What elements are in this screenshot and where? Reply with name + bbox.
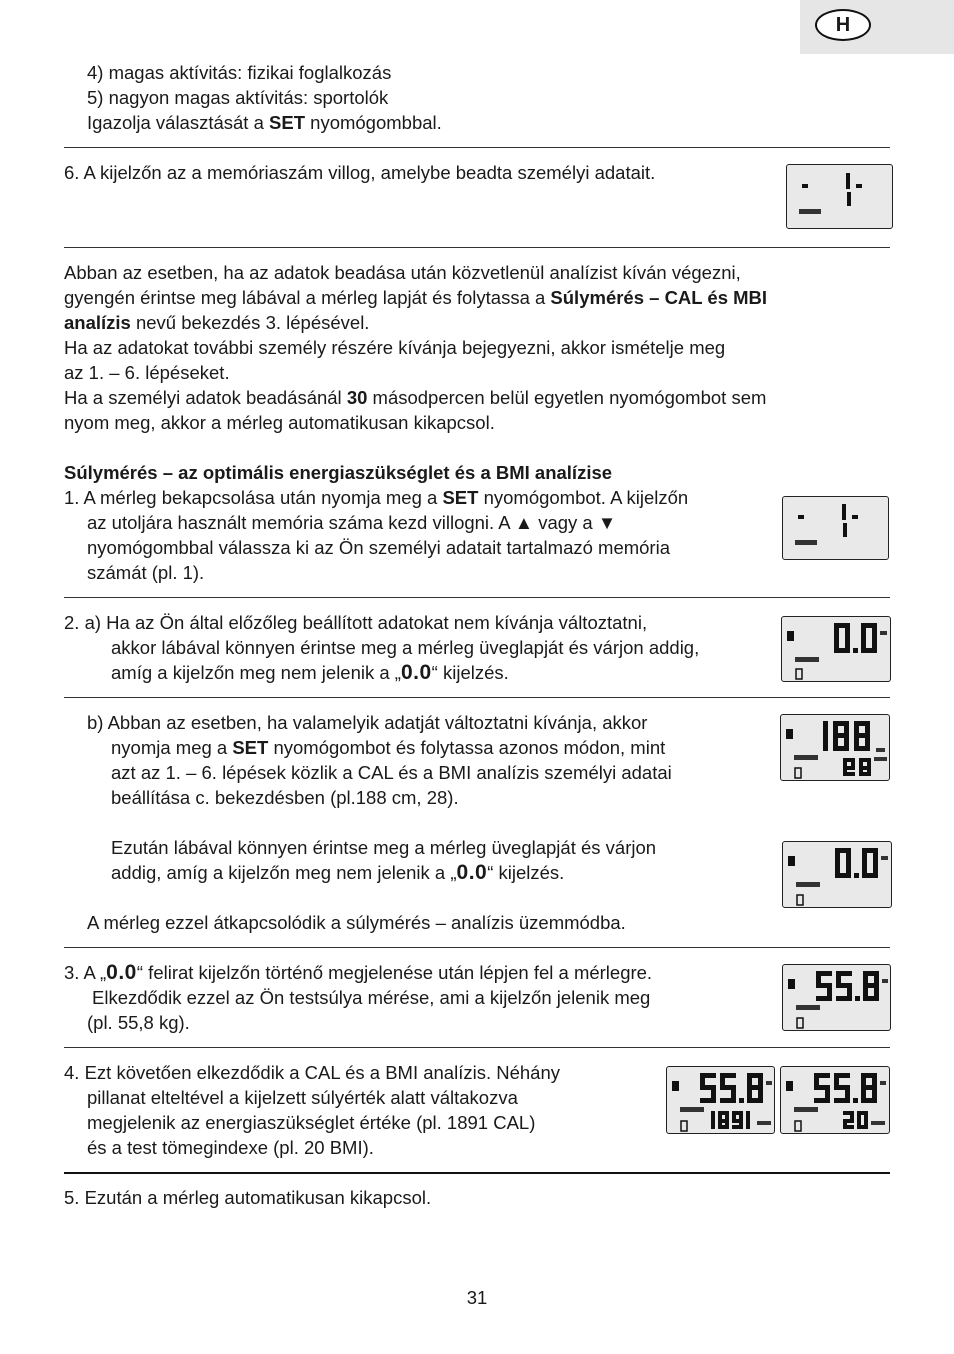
divider-thick: [64, 1172, 890, 1174]
lcd-memory-graphic: [787, 165, 894, 230]
lcd-zero-graphic: [783, 842, 893, 909]
step-1-line-4: számát (pl. 1).: [87, 562, 205, 583]
step-1-line-1: 1. A mérleg bekapcsolása után nyomja meg a SET nyomógombot. A kijelzőn: [64, 487, 689, 508]
step-4-line-3: megjelenik az energiaszükséglet értéke (pl. 1891 CAL): [87, 1112, 536, 1133]
divider: [64, 147, 890, 148]
lcd-cal-graphic: [667, 1067, 776, 1135]
page-number: 31: [466, 1287, 488, 1308]
lcd-height-age-graphic: [781, 715, 891, 782]
divider: [64, 1047, 890, 1048]
step-3-line-1: 3. A „0.0“ felirat kijelzőn történő megjelenése után lépjen fel a mérlegre.: [64, 961, 653, 984]
section-heading: Súlymérés – az optimális energiaszükséglet és a BMI analízise: [64, 462, 613, 483]
step-4-line-1: 4. Ezt követően elkezdődik a CAL és a BMI analízis. Néhány: [64, 1062, 560, 1083]
step-2b-line-6: addig, amíg a kijelzőn meg nem jelenik a „0.0“ kijelzés.: [111, 861, 565, 884]
lcd-memory-display-2: [782, 496, 889, 560]
lcd-cal-display: [666, 1066, 775, 1134]
step-2b-line-2: nyomja meg a SET nyomógombot és folytassa azonos módon, mint: [111, 737, 666, 758]
language-code: H: [835, 13, 851, 36]
lcd-weight-display: [782, 964, 891, 1031]
lcd-bmi-graphic: [781, 1067, 891, 1135]
step-3-line-3: (pl. 55,8 kg).: [87, 1012, 190, 1033]
para-line-7: nyom meg, akkor a mérleg automatikusan kikapcsol.: [64, 412, 495, 433]
para-line-1: Abban az esetben, ha az adatok beadása után közvetlenül analízist kíván végezni,: [64, 262, 741, 283]
step-2b-line-4: beállítása c. bekezdésben (pl.188 cm, 28).: [111, 787, 459, 808]
step-2a-line-2: akkor lábával könnyen érintse meg a mérleg üveglapját és várjon addig,: [111, 637, 700, 658]
step-6-text: 6. A kijelzőn az a memóriaszám villog, amelybe beadta személyi adatait.: [64, 162, 656, 183]
para-line-6: Ha a személyi adatok beadásánál 30 másodpercen belül egyetlen nyomógombot sem: [64, 387, 767, 408]
activity-level-4: 4) magas aktívitás: fizikai foglalkozás: [87, 62, 392, 83]
confirm-selection-line: Igazolja választását a SET nyomógombbal.: [87, 112, 442, 133]
lcd-zero-display-2: [782, 841, 892, 908]
step-3-line-2: Elkezdődik ezzel az Ön testsúlya mérése, ami a kijelzőn jelenik meg: [92, 987, 651, 1008]
lcd-memory-display-1: [786, 164, 893, 229]
lcd-zero-display-1: [781, 616, 891, 682]
lcd-height-age-display: [780, 714, 890, 781]
activity-level-5: 5) nagyon magas aktívitás: sportolók: [87, 87, 389, 108]
set-key-label: SET: [269, 112, 306, 133]
divider: [64, 597, 890, 598]
step-4-line-2: pillanat elteltével a kijelzett súlyérték alatt váltakozva: [87, 1087, 518, 1108]
step-2b-line-5: Ezután lábával könnyen érintse meg a mérleg üveglapját és várjon: [111, 837, 657, 858]
step-2a-line-3: amíg a kijelzőn meg nem jelenik a „0.0“ kijelzés.: [111, 661, 509, 684]
divider: [64, 947, 890, 948]
step-4-line-4: és a test tömegindexe (pl. 20 BMI).: [87, 1137, 374, 1158]
step-2b-line-3: azt az 1. – 6. lépések közlik a CAL és a BMI analízis személyi adatai: [111, 762, 672, 783]
step-2b-line-1: b) Abban az esetben, ha valamelyik adatját változtatni kívánja, akkor: [87, 712, 648, 733]
para-line-3: analízis nevű bekezdés 3. lépésével.: [64, 312, 370, 333]
para-line-5: az 1. – 6. lépéseket.: [64, 362, 230, 383]
step-1-line-3: nyomógombbal válassza ki az Ön személyi adatait tartalmazó memória: [87, 537, 670, 558]
step-2a-line-1: 2. a) Ha az Ön által előzőleg beállított adatokat nem kívánja változtatni,: [64, 612, 648, 633]
lcd-weight-graphic: [783, 965, 892, 1032]
step-5-text: 5. Ezután a mérleg automatikusan kikapcsol.: [64, 1187, 432, 1208]
para-line-2: gyengén érintse meg lábával a mérleg lapját és folytassa a Súlymérés – CAL és MBI: [64, 287, 768, 308]
divider: [64, 247, 890, 248]
language-tab-h: [815, 9, 871, 41]
para-line-4: Ha az adatokat további személy részére kívánja bejegyezni, akkor ismételje meg: [64, 337, 726, 358]
step-1-line-2: az utoljára használt memória száma kezd villogni. A ▲ vagy a ▼: [87, 512, 617, 533]
lcd-bmi-display: [780, 1066, 890, 1134]
lcd-memory-graphic: [783, 497, 890, 561]
step-2b-line-7: A mérleg ezzel átkapcsolódik a súlymérés – analízis üzemmódba.: [87, 912, 626, 933]
lcd-zero-graphic: [782, 617, 892, 683]
divider: [64, 697, 890, 698]
